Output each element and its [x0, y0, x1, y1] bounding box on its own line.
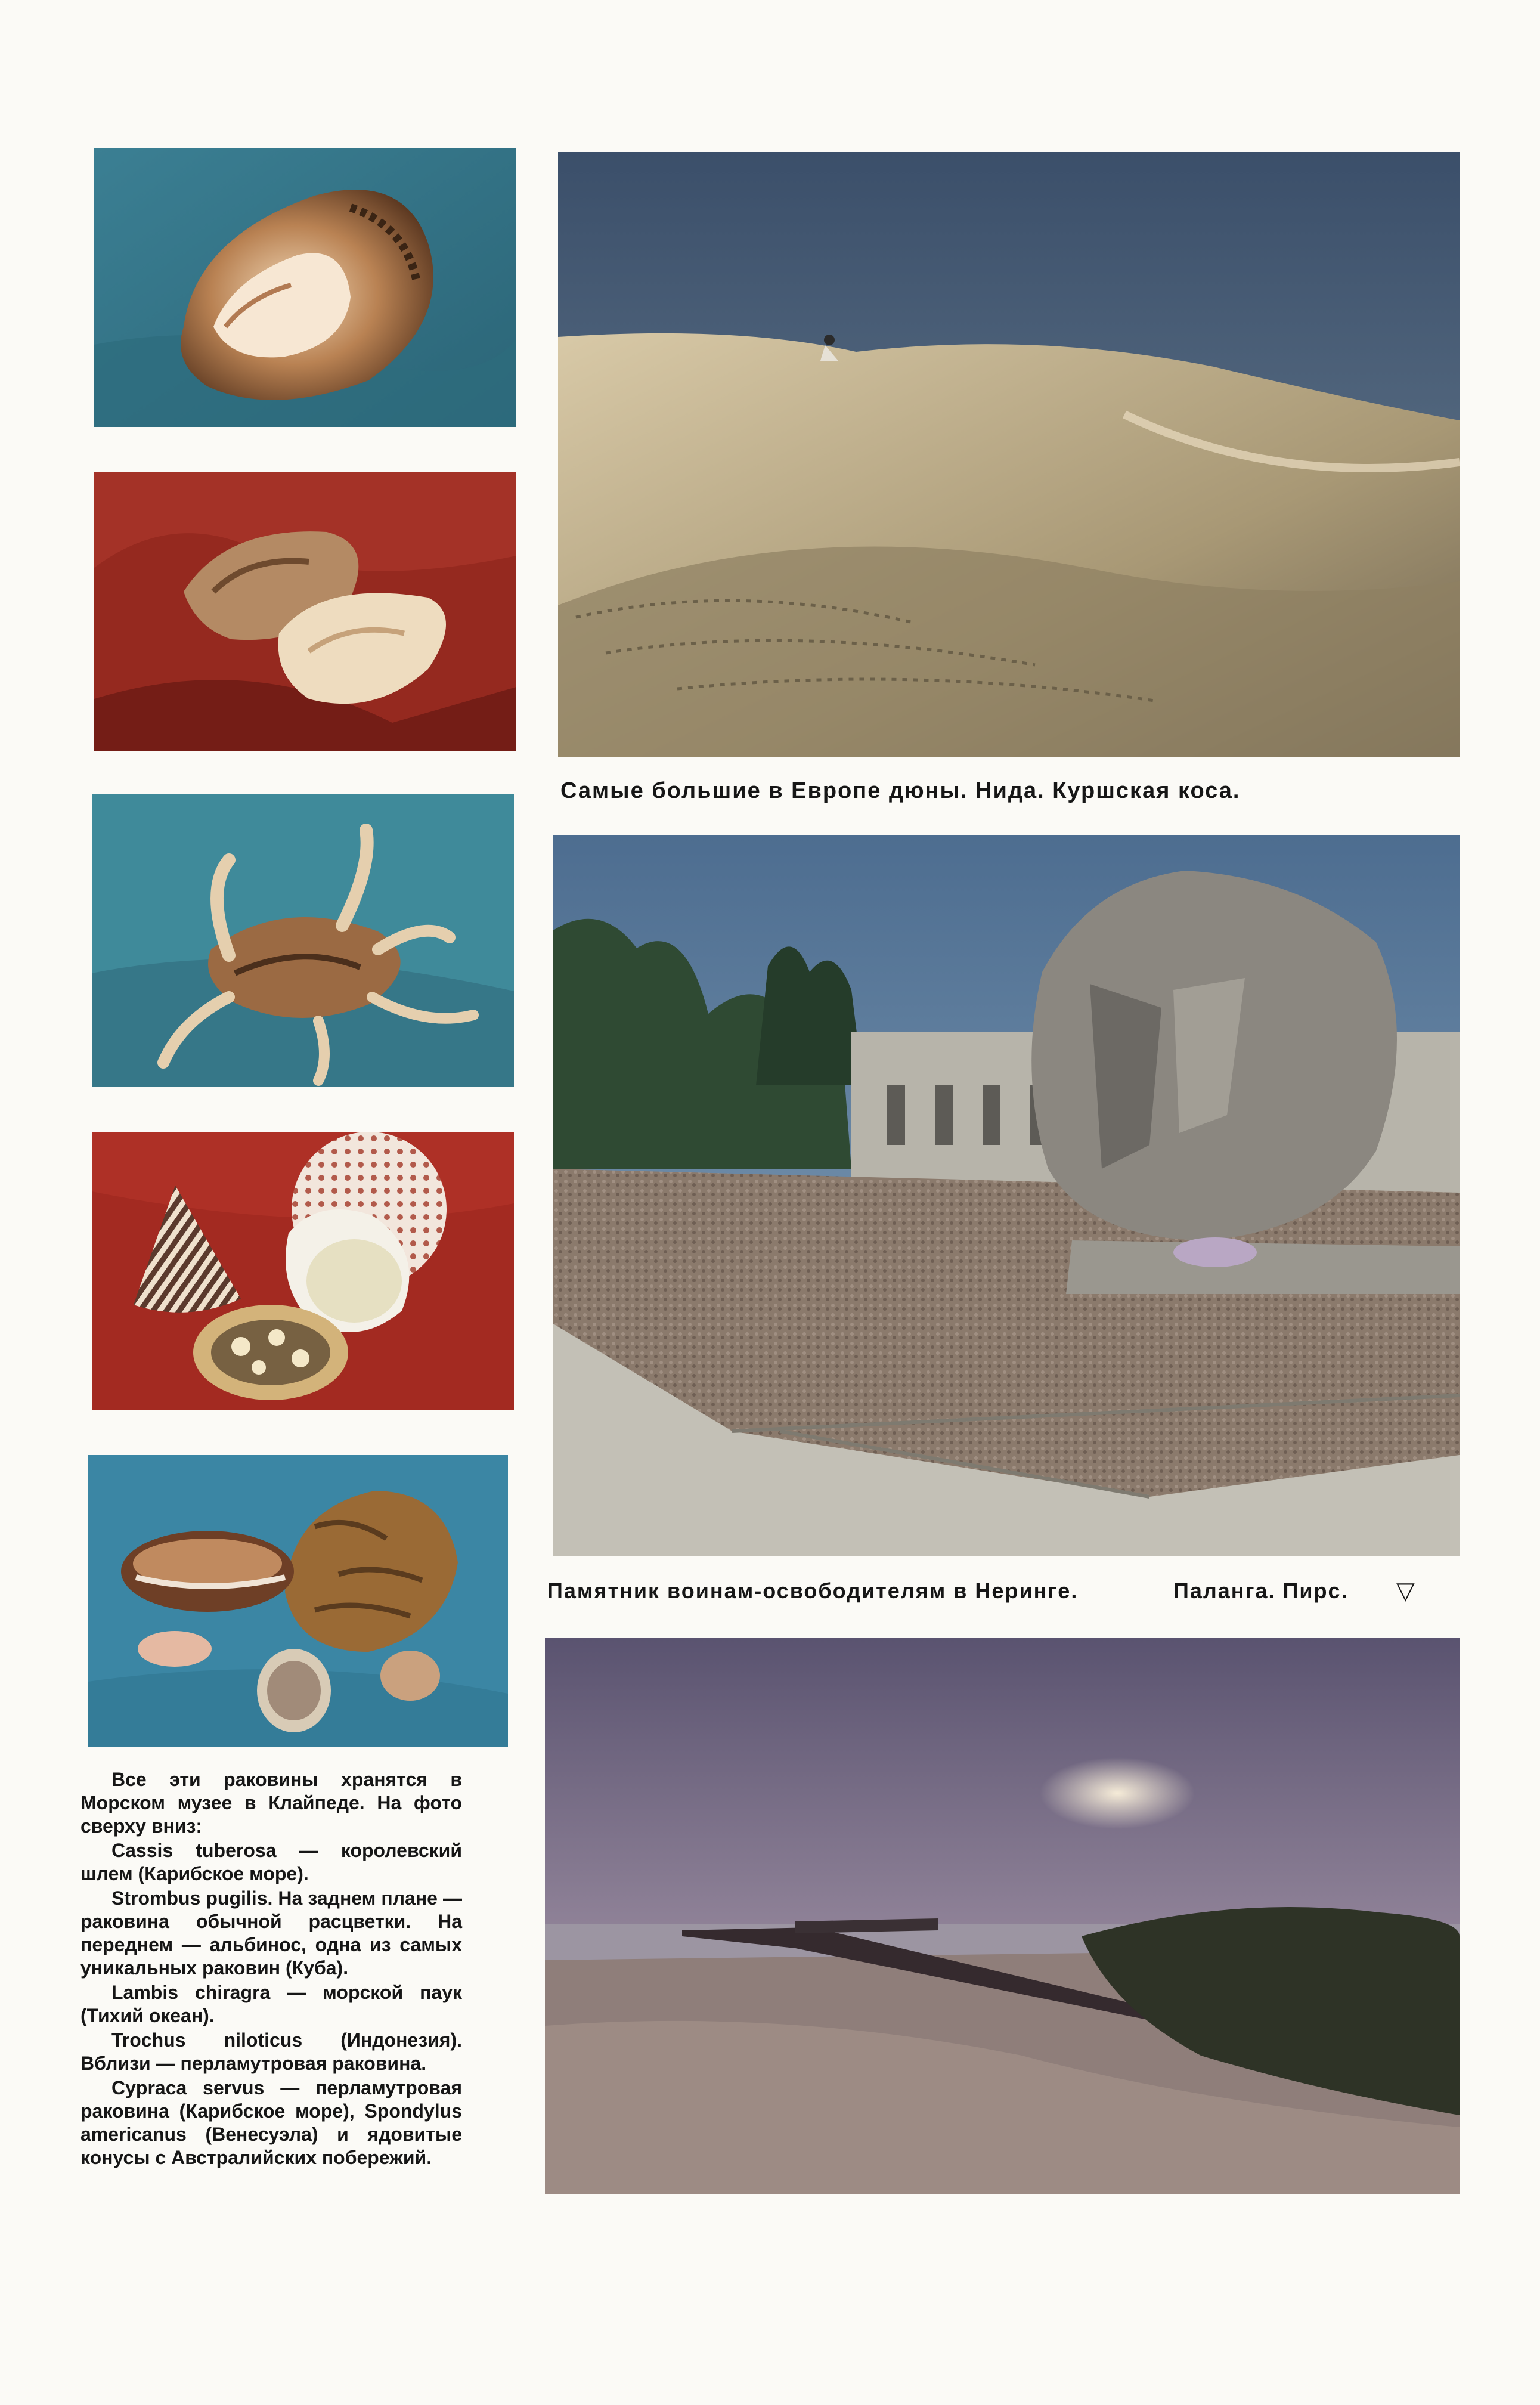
shell-photo-strombus — [94, 472, 516, 751]
shell-photo-trochus — [92, 1132, 514, 1410]
pier-caption: Паланга. Пирс. — [1173, 1578, 1349, 1603]
legend-intro: Все эти раковины хранятся в Морском музее в Клайпеде. На фото сверху вниз: — [80, 1769, 462, 1837]
monument-caption: Памятник воинам-освободителям в Неринге. — [547, 1578, 1079, 1603]
triangle-down-icon: ▽ — [1396, 1578, 1416, 1604]
legend-cypraea: Cypraca servus — перламутровая раковина (Карибское море), Spondylus americanus (Венесуэла) и ядовитые конусы с Австралийских побережий. — [80, 2077, 462, 2168]
dunes-caption: Самые большие в Европе дюны. Нида. Куршская коса. — [560, 778, 1241, 803]
monument-photo — [553, 835, 1460, 1556]
shell-photo-lambis — [92, 794, 514, 1087]
pier-photo — [545, 1638, 1460, 2194]
shells-legend — [80, 1768, 462, 2169]
legend-cassis: Cassis tuberosa — королевский шлем (Карибское море). — [80, 1840, 462, 1884]
legend-strombus: Strombus pugilis. На заднем плане — раковина обычной расцветки. На переднем — альбинос, одна из самых уникальных раковин (Куба). — [80, 1887, 462, 1979]
legend-trochus: Trochus niloticus (Индонезия). Вблизи — перламутровая раковина. — [80, 2029, 462, 2074]
shell-photo-cassis — [94, 148, 516, 427]
dunes-photo — [558, 152, 1460, 757]
shell-photo-cypraea — [88, 1455, 508, 1747]
legend-lambis: Lambis chiragra — морской паук (Тихий океан). — [80, 1982, 462, 2026]
